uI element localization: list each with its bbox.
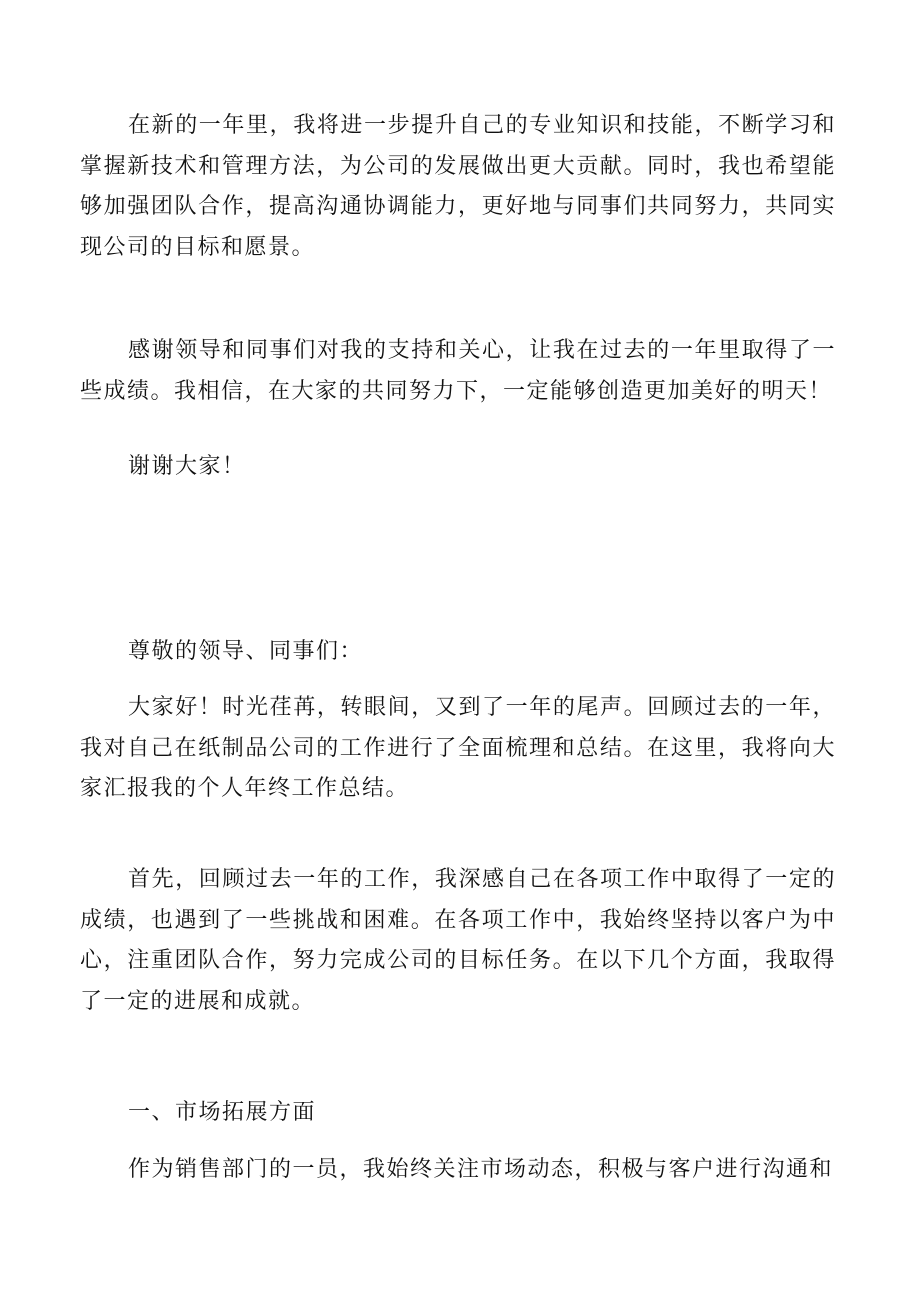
section-heading-market-expansion: 一、市场拓展方面 bbox=[128, 1100, 317, 1125]
paragraph-closing: 谢谢大家！ bbox=[128, 454, 246, 479]
salutation: 尊敬的领导、同事们： bbox=[128, 639, 364, 664]
paragraph-thanks: 感谢领导和同事们对我的支持和关心，让我在过去的一年里取得了一些成绩。我相信，在大家的共同努力下，一定能够创造更加美好的明天！ bbox=[80, 338, 836, 404]
paragraph-greeting: 大家好！时光荏苒，转眼间，又到了一年的尾声。回顾过去的一年，我对自己在纸制品公司的工作进行了全面梳理和总结。在这里，我将向大家汇报我的个人年终工作总结。 bbox=[80, 695, 836, 801]
paragraph-review: 首先，回顾过去一年的工作，我深感自己在各项工作中取得了一定的成绩，也遇到了一些挑战和困难。在各项工作中，我始终坚持以客户为中心，注重团队合作，努力完成公司的目标任务。在以下几个方面，我取得了一定的进展和成就。 bbox=[80, 867, 836, 1014]
paragraph-market-expansion: 作为销售部门的一员，我始终关注市场动态，积极与客户进行沟通和 bbox=[128, 1157, 834, 1182]
paragraph-new-year-plan: 在新的一年里，我将进一步提升自己的专业知识和技能，不断学习和掌握新技术和管理方法，为公司的发展做出更大贡献。同时，我也希望能够加强团队合作，提高沟通协调能力，更好地与同事们共同努力，共同实现公司的目标和愿景。 bbox=[80, 113, 836, 260]
